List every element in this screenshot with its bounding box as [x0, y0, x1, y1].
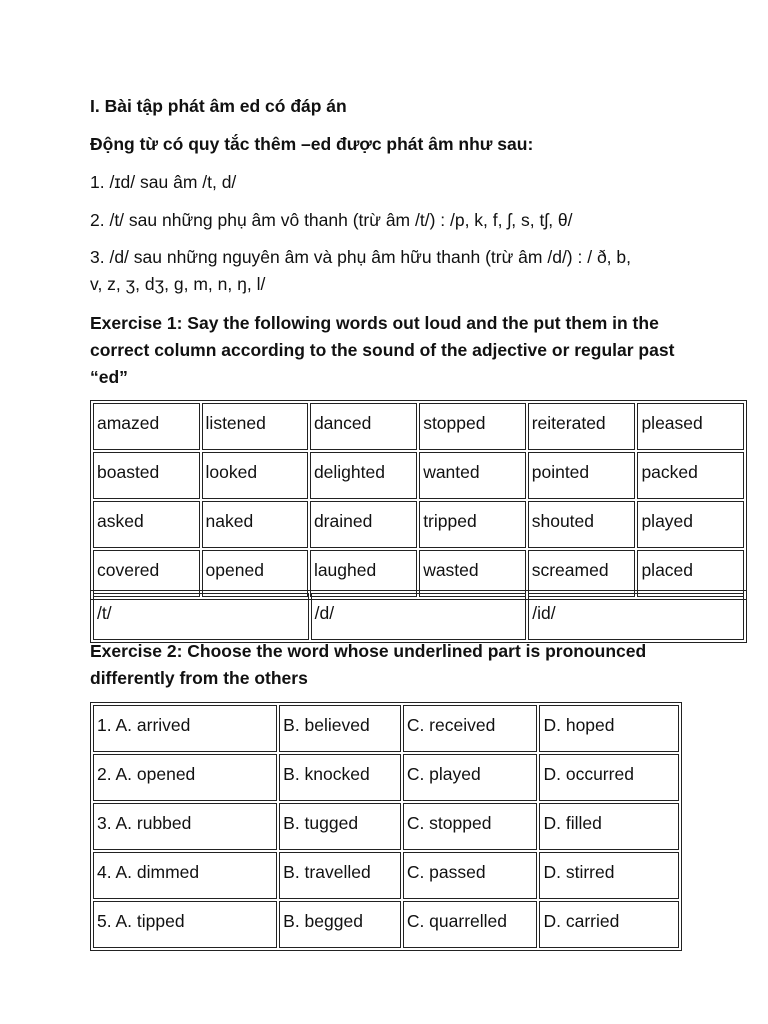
- column-header-id: /id/: [528, 593, 744, 640]
- option-cell: D. occurred: [539, 754, 679, 801]
- word-cell: shouted: [528, 501, 636, 548]
- option-cell: 5. A. tipped: [93, 901, 277, 948]
- exercise1-answer-columns: [90, 590, 747, 643]
- option-cell: C. stopped: [403, 803, 538, 850]
- word-cell: asked: [93, 501, 200, 548]
- option-cell: B. believed: [279, 705, 401, 752]
- option-cell: B. travelled: [279, 852, 401, 899]
- column-header-d: /d/: [311, 593, 527, 640]
- exercise1-title-line2: correct column according to the sound of the adjective or regular past: [90, 340, 675, 360]
- table-row: [93, 803, 679, 850]
- table-row: [93, 852, 679, 899]
- word-cell: listened: [202, 403, 308, 450]
- option-cell: C. played: [403, 754, 538, 801]
- exercise1-title-line3: “ed”: [90, 367, 128, 387]
- word-cell: danced: [310, 403, 417, 450]
- table-row: [93, 705, 679, 752]
- option-cell: 3. A. rubbed: [93, 803, 277, 850]
- word-cell: screamed: [528, 550, 636, 597]
- rule-1: 1. /ɪd/ sau âm /t, d/: [90, 172, 237, 192]
- table-row: [93, 452, 744, 499]
- table-row: [93, 403, 744, 450]
- option-cell: C. quarrelled: [403, 901, 538, 948]
- option-cell: 4. A. dimmed: [93, 852, 277, 899]
- option-cell: 1. A. arrived: [93, 705, 277, 752]
- word-cell: reiterated: [528, 403, 636, 450]
- word-cell: covered: [93, 550, 200, 597]
- word-cell: wasted: [419, 550, 526, 597]
- word-cell: pleased: [637, 403, 744, 450]
- table-row: [93, 501, 744, 548]
- word-cell: naked: [202, 501, 308, 548]
- word-cell: stopped: [419, 403, 526, 450]
- option-cell: D. filled: [539, 803, 679, 850]
- rule-3-continued: v, z, ʒ, dʒ, g, m, n, ŋ, l/: [90, 274, 266, 294]
- option-cell: D. hoped: [539, 705, 679, 752]
- subheading: Động từ có quy tắc thêm –ed được phát âm như sau:: [90, 134, 534, 154]
- exercise1-word-table: [90, 400, 747, 600]
- option-cell: 2. A. opened: [93, 754, 277, 801]
- word-cell: drained: [310, 501, 417, 548]
- word-cell: opened: [202, 550, 308, 597]
- option-cell: B. knocked: [279, 754, 401, 801]
- table-row: [93, 754, 679, 801]
- table-row: [93, 593, 744, 640]
- word-cell: laughed: [310, 550, 417, 597]
- word-cell: wanted: [419, 452, 526, 499]
- word-cell: packed: [637, 452, 744, 499]
- table-row: [93, 901, 679, 948]
- word-cell: amazed: [93, 403, 200, 450]
- option-cell: D. carried: [539, 901, 679, 948]
- word-cell: boasted: [93, 452, 200, 499]
- word-cell: tripped: [419, 501, 526, 548]
- exercise1-title-line1: Exercise 1: Say the following words out loud and the put them in the: [90, 313, 659, 333]
- word-cell: played: [637, 501, 744, 548]
- exercise2-question-table: [90, 702, 682, 951]
- word-cell: pointed: [528, 452, 636, 499]
- word-cell: delighted: [310, 452, 417, 499]
- option-cell: D. stirred: [539, 852, 679, 899]
- exercise2-title-line2: differently from the others: [90, 668, 308, 688]
- column-header-t: /t/: [93, 593, 309, 640]
- word-cell: placed: [637, 550, 744, 597]
- word-cell: looked: [202, 452, 308, 499]
- exercise2-title-line1: Exercise 2: Choose the word whose underlined part is pronounced: [90, 641, 647, 661]
- option-cell: B. tugged: [279, 803, 401, 850]
- heading: I. Bài tập phát âm ed có đáp án: [90, 96, 347, 116]
- rule-2: 2. /t/ sau những phụ âm vô thanh (trừ âm /t/) : /p, k, f, ʃ, s, tʃ, θ/: [90, 210, 573, 230]
- rule-3: 3. /d/ sau những nguyên âm và phụ âm hữu thanh (trừ âm /d/) : / ð, b,: [90, 247, 631, 267]
- option-cell: B. begged: [279, 901, 401, 948]
- option-cell: C. received: [403, 705, 538, 752]
- option-cell: C. passed: [403, 852, 538, 899]
